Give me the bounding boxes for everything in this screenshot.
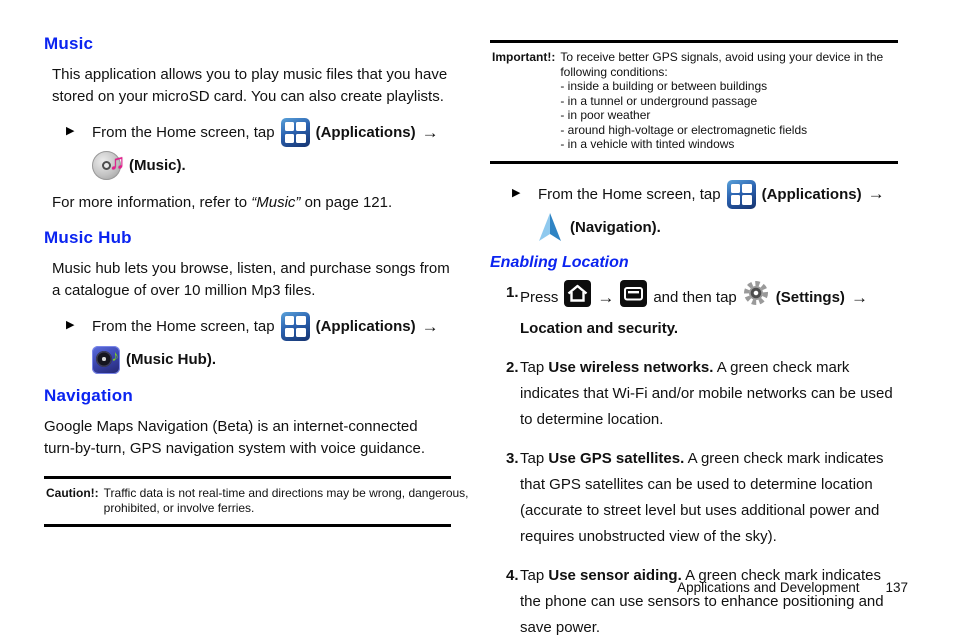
settings-gear-icon — [743, 280, 770, 315]
navigation-label: (Navigation). — [570, 218, 661, 236]
step-text: Press — [520, 288, 559, 306]
music-icon — [92, 151, 123, 181]
step-1-line-1 — [520, 280, 898, 316]
step-line-1 — [92, 310, 451, 343]
applications-icon — [281, 312, 310, 341]
caution-text — [104, 486, 469, 515]
step-text: From the Home screen, tap — [92, 124, 275, 141]
caution-label: Caution!: — [46, 486, 99, 500]
important-line: - around high-voltage or electromagnetic fields — [560, 122, 808, 137]
arrow-right-icon: → — [867, 184, 885, 203]
menu-key-icon — [620, 280, 647, 316]
important-line: To receive better GPS signals, avoid using your device in the — [560, 50, 884, 64]
music-hub-launch-step-content — [92, 310, 451, 376]
caution-note — [44, 476, 469, 527]
navigation-launch-step — [490, 178, 898, 244]
step-number: 3. — [506, 449, 519, 467]
music-hub-launch-step — [44, 310, 451, 376]
ref-title: “Music” — [251, 194, 301, 211]
important-note — [490, 40, 898, 164]
caution-line-2: prohibited, or involve ferries. — [103, 500, 255, 515]
step-line-2 — [538, 211, 898, 244]
left-column — [44, 34, 469, 527]
step-text: From the Home screen, tap — [538, 185, 721, 203]
step-text: Tap — [520, 358, 549, 376]
step-line-2 — [92, 149, 451, 182]
step-text: Tap — [520, 449, 549, 467]
music-hub-icon — [92, 346, 120, 374]
step-line-2 — [92, 343, 451, 376]
step-4 — [490, 563, 898, 636]
important-line: - in a tunnel or underground passage — [560, 93, 758, 108]
step-bold-action: Use GPS satellites. — [548, 449, 685, 467]
page-footer — [677, 580, 908, 595]
step-3 — [490, 446, 898, 550]
navigation-description: Google Maps Navigation (Beta) is an internet-connected turn-by-turn, GPS navigation system with voice guidance. — [44, 418, 426, 457]
important-line: following conditions: — [560, 64, 668, 79]
step-1 — [490, 280, 898, 342]
step-number: 4. — [506, 566, 519, 584]
arrow-right-icon: → — [850, 287, 868, 307]
step-4-text — [520, 563, 898, 636]
step-3-text — [520, 446, 898, 550]
important-line: - inside a building or between buildings — [560, 79, 768, 93]
green-note-icon: ♪ — [111, 347, 119, 365]
step-2-text — [520, 355, 898, 433]
arrow-right-icon: → — [421, 316, 439, 336]
right-column — [490, 40, 898, 636]
step-1-destination: Location and security. — [520, 319, 679, 337]
applications-label: (Applications) — [761, 185, 862, 203]
music-label: (Music). — [129, 157, 186, 174]
ref-post: on page 121. — [300, 194, 393, 211]
music-launch-step-content — [92, 116, 451, 182]
step-number: 1. — [506, 283, 519, 301]
ref-pre: For more information, refer to — [52, 194, 252, 211]
step-text: A green check mark indicates that GPS satellites can be used to determine location (accurate to street level but uses additional power and requires unobstructed view of the sky). — [520, 449, 884, 545]
caution-line-1: Traffic data is not real-time and directions may be wrong, dangerous, — [103, 486, 469, 500]
applications-icon — [727, 180, 756, 209]
section-heading-music: Music — [44, 34, 94, 53]
important-text — [560, 50, 896, 152]
music-description: This application allows you to play music files that you have stored on your microSD card. You can also create playlists. — [52, 66, 448, 105]
applications-label: (Applications) — [315, 318, 416, 335]
step-text: Tap — [520, 566, 549, 584]
music-hub-label: (Music Hub). — [126, 351, 216, 368]
footer-page-number: 137 — [885, 580, 908, 595]
applications-label: (Applications) — [315, 124, 416, 141]
step-text: and then tap — [653, 288, 737, 306]
home-key-icon — [564, 280, 591, 316]
step-text: A green check mark indicates that Wi-Fi and/or mobile networks can be used to determine location. — [520, 358, 893, 428]
navigation-icon — [538, 211, 564, 243]
section-heading-navigation: Navigation — [44, 386, 133, 405]
step-line-1 — [92, 116, 451, 149]
music-reference — [44, 192, 451, 214]
music-note-icon: ♫ — [109, 150, 125, 174]
step-bold-action: Use wireless networks. — [548, 358, 714, 376]
navigation-launch-step-content — [538, 178, 898, 244]
arrow-right-icon: → — [597, 287, 615, 307]
important-line: - in poor weather — [560, 108, 651, 122]
step-text: A green check mark indicates the phone can use sensors to enhance positioning and save power. — [520, 566, 884, 636]
step-1-text — [520, 280, 898, 342]
record-dot — [102, 357, 106, 361]
arrow-right-icon: → — [421, 122, 439, 142]
important-line: - in a vehicle with tinted windows — [560, 137, 735, 151]
step-text: From the Home screen, tap — [92, 318, 275, 335]
applications-icon — [281, 118, 310, 147]
step-2 — [490, 355, 898, 433]
settings-label: (Settings) — [775, 288, 845, 306]
step-bold-action: Use sensor aiding. — [548, 566, 682, 584]
bullet-triangle-icon: ▶ — [66, 319, 75, 331]
subsection-heading-enabling-location: Enabling Location — [490, 253, 629, 271]
music-hub-description: Music hub lets you browse, listen, and purchase songs from a catalogue of over 10 million Mp3 files. — [52, 260, 450, 299]
music-launch-step — [44, 116, 451, 182]
section-heading-music-hub: Music Hub — [44, 228, 132, 247]
important-label: Important!: — [492, 50, 556, 64]
bullet-triangle-icon: ▶ — [512, 186, 521, 199]
bullet-triangle-icon: ▶ — [66, 125, 75, 137]
step-line-1 — [538, 178, 898, 211]
footer-section-title: Applications and Development — [677, 580, 860, 595]
step-number: 2. — [506, 358, 519, 376]
